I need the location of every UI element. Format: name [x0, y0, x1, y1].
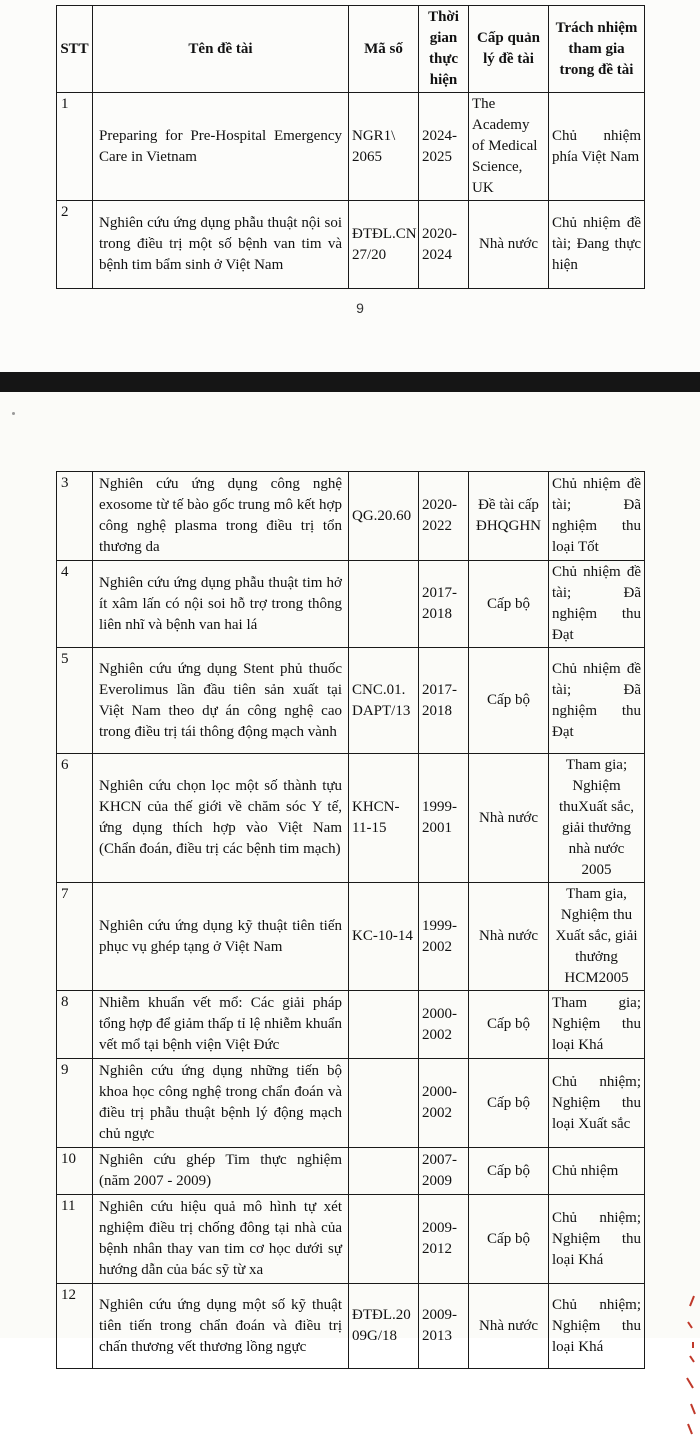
- row-title: Nghiên cứu ứng dụng Stent phủ thuốc Everolimus lần đầu tiên sản xuất tại Việt Nam theo dự án công nghệ cao trong điều trị tái thông động mạch vành: [93, 648, 349, 754]
- row-stt: 10: [57, 1148, 93, 1195]
- row-title: Nghiên cứu ứng dụng những tiến bộ khoa học công nghệ trong chẩn đoán và điều trị phẫu thuật bệnh lý động mạch chủ ngực: [93, 1059, 349, 1148]
- row-code: NGR1\ 2065: [349, 93, 419, 201]
- row-time: 2000-2002: [419, 991, 469, 1059]
- table-row: [57, 883, 645, 991]
- row-time: 2009-2013: [419, 1284, 469, 1369]
- row-stt: 8: [57, 991, 93, 1059]
- row-code: [349, 991, 419, 1059]
- header-time: Thời gian thực hiện: [419, 6, 469, 93]
- row-level: The Academy of Medical Science, UK: [469, 93, 549, 201]
- row-code: CNC.01. DAPT/13: [349, 648, 419, 754]
- row-title: Nhiễm khuẩn vết mổ: Các giải pháp tổng hợp để giảm thấp tỉ lệ nhiễm khuẩn vết mổ tại bệnh viện Việt Đức: [93, 991, 349, 1059]
- row-title: Preparing for Pre-Hospital Emergency Care in Vietnam: [93, 93, 349, 201]
- row-stt: 4: [57, 561, 93, 648]
- table-row: [57, 561, 645, 648]
- table-row: [57, 1284, 645, 1369]
- row-time: 2020-2024: [419, 201, 469, 289]
- row-level: Cấp bộ: [469, 1148, 549, 1195]
- row-title: Nghiên cứu ghép Tim thực nghiệm (năm 2007 - 2009): [93, 1148, 349, 1195]
- row-code: QG.20.60: [349, 472, 419, 561]
- row-time: 2017-2018: [419, 561, 469, 648]
- row-time: 2000-2002: [419, 1059, 469, 1148]
- page-separator: [0, 372, 700, 392]
- table-row: [57, 1195, 645, 1284]
- row-time: 2024-2025: [419, 93, 469, 201]
- row-level: Nhà nước: [469, 754, 549, 883]
- header-title: Tên đề tài: [93, 6, 349, 93]
- row-stt: 9: [57, 1059, 93, 1148]
- row-level: Cấp bộ: [469, 561, 549, 648]
- row-stt: 6: [57, 754, 93, 883]
- row-role: Tham gia; Nghiệm thuXuất sắc, giải thưởng nhà nước 2005: [549, 754, 645, 883]
- table-row: [57, 93, 645, 201]
- row-level: Cấp bộ: [469, 648, 549, 754]
- table-row: [57, 1148, 645, 1195]
- row-level: Nhà nước: [469, 1284, 549, 1369]
- row-time: 2009-2012: [419, 1195, 469, 1284]
- row-stt: 12: [57, 1284, 93, 1369]
- row-role: Tham gia, Nghiệm thu Xuất sắc, giải thưởng HCM2005: [549, 883, 645, 991]
- table-row: [57, 754, 645, 883]
- header-level: Cấp quản lý đề tài: [469, 6, 549, 93]
- row-code: [349, 1195, 419, 1284]
- row-role: Chủ nhiệm phía Việt Nam: [549, 93, 645, 201]
- row-level: Cấp bộ: [469, 1195, 549, 1284]
- row-time: 2020-2022: [419, 472, 469, 561]
- row-stt: 5: [57, 648, 93, 754]
- research-projects-table-bottom: [56, 471, 645, 1369]
- row-code: [349, 1148, 419, 1195]
- row-level: Nhà nước: [469, 883, 549, 991]
- row-role: Chủ nhiệm đề tài; Đang thực hiện: [549, 201, 645, 289]
- row-code: ĐTĐL.20 09G/18: [349, 1284, 419, 1369]
- table-row: [57, 991, 645, 1059]
- row-title: Nghiên cứu hiệu quả mô hình tự xét nghiệm điều trị chống đông tại nhà của bệnh nhân thay van tim cơ học dưới sự hướng dẫn của bác sỹ từ xa: [93, 1195, 349, 1284]
- row-stt: 11: [57, 1195, 93, 1284]
- row-level: Cấp bộ: [469, 1059, 549, 1148]
- row-level: Đề tài cấp ĐHQGHN: [469, 472, 549, 561]
- row-role: Chủ nhiệm; Nghiệm thu loại Khá: [549, 1284, 645, 1369]
- row-role: Chủ nhiệm đề tài; Đã nghiệm thu Đạt: [549, 561, 645, 648]
- row-code: KHCN-11-15: [349, 754, 419, 883]
- row-time: 2007-2009: [419, 1148, 469, 1195]
- research-projects-table-top: [56, 5, 645, 289]
- row-stt: 2: [57, 201, 93, 289]
- row-role: Tham gia; Nghiệm thu loại Khá: [549, 991, 645, 1059]
- row-role: Chủ nhiệm; Nghiệm thu loại Xuất sắc: [549, 1059, 645, 1148]
- row-title: Nghiên cứu ứng dụng phẫu thuật nội soi trong điều trị một số bệnh van tim và bệnh tim bẩm sinh ở Việt Nam: [93, 201, 349, 289]
- header-stt: STT: [57, 6, 93, 93]
- row-stt: 3: [57, 472, 93, 561]
- row-stt: 7: [57, 883, 93, 991]
- row-code: [349, 561, 419, 648]
- table-row: [57, 648, 645, 754]
- row-stt: 1: [57, 93, 93, 201]
- row-title: Nghiên cứu ứng dụng công nghệ exosome từ tế bào gốc trung mô kết hợp công nghệ plasma trong điều trị tổn thương da: [93, 472, 349, 561]
- document-page-top: [0, 0, 700, 372]
- table-row: [57, 201, 645, 289]
- row-title: Nghiên cứu ứng dụng kỹ thuật tiên tiến phục vụ ghép tạng ở Việt Nam: [93, 883, 349, 991]
- row-time: 1999-2001: [419, 754, 469, 883]
- table-row: [57, 472, 645, 561]
- scan-speck: [12, 412, 15, 415]
- row-code: KC-10-14: [349, 883, 419, 991]
- row-code: [349, 1059, 419, 1148]
- page-number: 9: [356, 300, 364, 316]
- row-level: Cấp bộ: [469, 991, 549, 1059]
- row-time: 1999-2002: [419, 883, 469, 991]
- row-title: Nghiên cứu chọn lọc một số thành tựu KHCN của thế giới về chăm sóc Y tế, ứng dụng thích hợp vào Việt Nam (Chẩn đoán, điều trị các bệnh tim mạch): [93, 754, 349, 883]
- header-code: Mã số: [349, 6, 419, 93]
- red-stamp-edge: [684, 1292, 698, 1442]
- row-code: ĐTĐL.CN 27/20: [349, 201, 419, 289]
- header-role: Trách nhiệm tham gia trong đề tài: [549, 6, 645, 93]
- row-title: Nghiên cứu ứng dụng một số kỹ thuật tiên tiến trong chẩn đoán và điều trị chấn thương vết thương lồng ngực: [93, 1284, 349, 1369]
- row-title: Nghiên cứu ứng dụng phẫu thuật tim hở ít xâm lấn có nội soi hỗ trợ trong thông liên nhĩ và bệnh van hai lá: [93, 561, 349, 648]
- row-role: Chủ nhiệm; Nghiệm thu loại Khá: [549, 1195, 645, 1284]
- row-time: 2017-2018: [419, 648, 469, 754]
- row-role: Chủ nhiệm đề tài; Đã nghiệm thu loại Tốt: [549, 472, 645, 561]
- table-row: [57, 1059, 645, 1148]
- row-role: Chủ nhiệm: [549, 1148, 645, 1195]
- row-role: Chủ nhiệm đề tài; Đã nghiệm thu Đạt: [549, 648, 645, 754]
- row-level: Nhà nước: [469, 201, 549, 289]
